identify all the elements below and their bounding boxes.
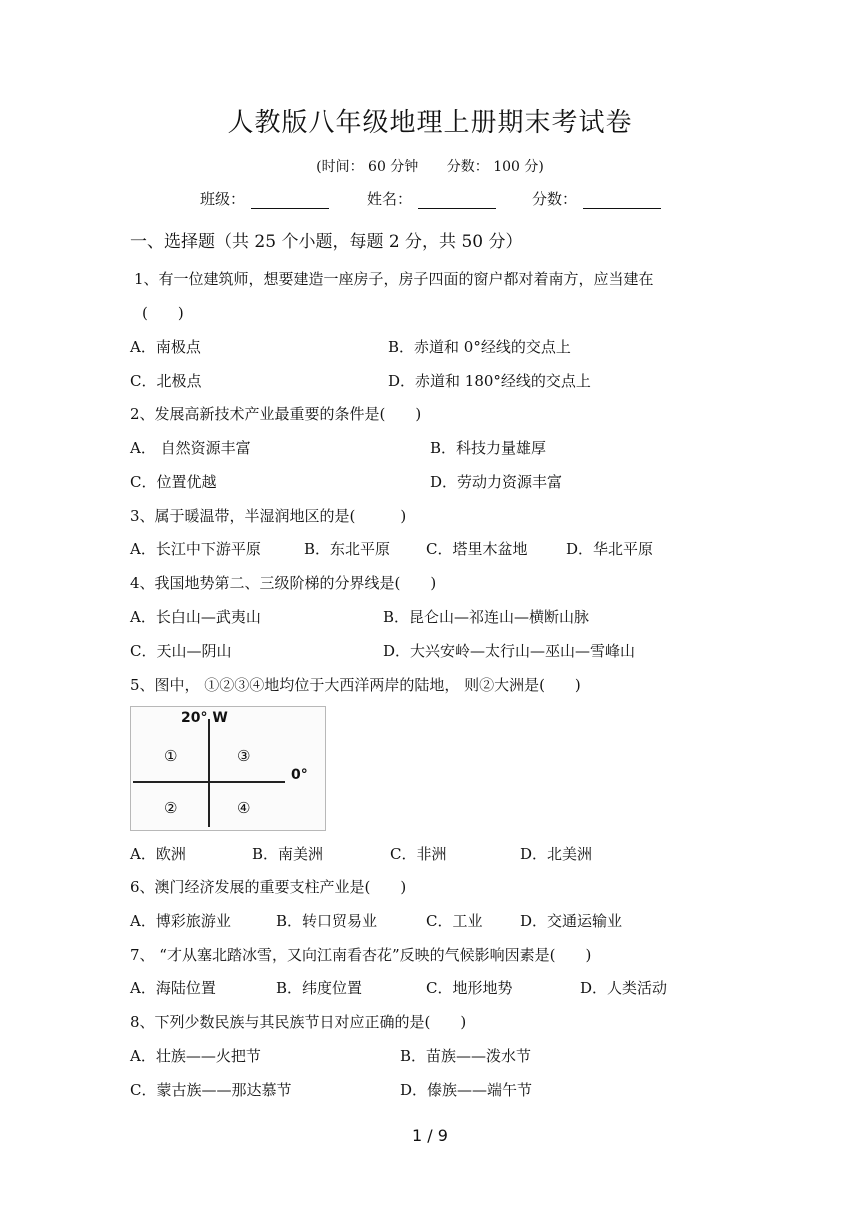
score-info: 分数： 100 分) <box>446 159 544 175</box>
region-2-marker: ② <box>164 799 178 817</box>
option-d[interactable]: D．人类活动 <box>580 979 668 997</box>
score-blank[interactable] <box>583 191 661 209</box>
question-stem: 3、属于暖温带，半湿润地区的是( ) <box>130 507 407 525</box>
option-a[interactable]: A． 自然资源丰富 <box>130 439 251 457</box>
class-blank[interactable] <box>251 191 329 209</box>
name-blank[interactable] <box>418 191 496 209</box>
option-c[interactable]: C．位置优越 <box>130 473 217 491</box>
score-label: 分数： <box>532 190 578 208</box>
option-c[interactable]: C．天山—阴山 <box>130 642 232 660</box>
option-a[interactable]: A．壮族——火把节 <box>130 1047 261 1065</box>
option-d[interactable]: D．傣族——端午节 <box>400 1081 533 1099</box>
option-d[interactable]: D．华北平原 <box>566 540 654 558</box>
name-label: 姓名： <box>367 190 413 208</box>
equator-label: 0° <box>291 767 308 783</box>
question-stem: 8、下列少数民族与其民族节日对应正确的是( ) <box>130 1013 467 1031</box>
question-stem: 5、图中， ①②③④地均位于大西洋两岸的陆地， 则②大洲是( ) <box>130 676 581 694</box>
question-stem: 6、澳门经济发展的重要支柱产业是( ) <box>130 878 407 896</box>
option-c[interactable]: C．工业 <box>426 912 483 930</box>
region-1-marker: ① <box>164 747 178 765</box>
option-a[interactable]: A．博彩旅游业 <box>130 912 231 930</box>
time-info: (时间： 60 分钟 <box>316 159 419 175</box>
page-title: 人教版八年级地理上册期末考试卷 <box>227 108 633 138</box>
option-d[interactable]: D．劳动力资源丰富 <box>430 473 563 491</box>
option-d[interactable]: D．交通运输业 <box>520 912 623 930</box>
option-b[interactable]: B．东北平原 <box>304 540 391 558</box>
question-stem: 7、 “才从塞北踏冰雪，又向江南看杏花”反映的气候影响因素是( ) <box>130 946 592 964</box>
option-c[interactable]: C．蒙古族——那达慕节 <box>130 1081 292 1099</box>
option-a[interactable]: A．海陆位置 <box>130 979 216 997</box>
option-c[interactable]: C．塔里木盆地 <box>426 540 528 558</box>
answer-bracket: ( ) <box>142 304 184 322</box>
meridian-label: 20° W <box>181 710 228 726</box>
question-stem: 2、发展高新技术产业最重要的条件是( ) <box>130 405 422 423</box>
option-a[interactable]: A．长江中下游平原 <box>130 540 261 558</box>
option-a[interactable]: A．长白山—武夷山 <box>130 608 261 626</box>
question-stem: 1、有一位建筑师，想要建造一座房子，房子四面的窗户都对着南方，应当建在 <box>134 270 654 288</box>
option-b[interactable]: B．赤道和 0°经线的交点上 <box>388 338 571 356</box>
class-label: 班级： <box>200 190 246 208</box>
option-b[interactable]: B．昆仑山—祁连山—横断山脉 <box>383 608 590 626</box>
region-3-marker: ③ <box>237 747 251 765</box>
question-stem: 4、我国地势第二、三级阶梯的分界线是( ) <box>130 574 437 592</box>
student-info-line <box>0 188 860 212</box>
option-d[interactable]: D．北美洲 <box>520 845 593 863</box>
class-field[interactable] <box>200 188 329 209</box>
option-c[interactable]: C．非洲 <box>390 845 447 863</box>
option-a[interactable]: A．南极点 <box>130 338 201 356</box>
option-b[interactable]: B．科技力量雄厚 <box>430 439 547 457</box>
option-d[interactable]: D．赤道和 180°经线的交点上 <box>388 372 591 390</box>
option-c[interactable]: C．北极点 <box>130 372 202 390</box>
option-c[interactable]: C．地形地势 <box>426 979 513 997</box>
section-heading: 一、选择题（共 25 个小题，每题 2 分，共 50 分） <box>130 232 523 252</box>
option-b[interactable]: B．转口贸易业 <box>276 912 378 930</box>
option-d[interactable]: D．大兴安岭—太行山—巫山—雪峰山 <box>383 642 636 660</box>
option-b[interactable]: B．苗族——泼水节 <box>400 1047 532 1065</box>
page-number: 1 / 9 <box>412 1126 448 1145</box>
exam-meta <box>0 156 860 176</box>
region-4-marker: ④ <box>237 799 251 817</box>
option-b[interactable]: B．南美洲 <box>252 845 324 863</box>
option-b[interactable]: B．纬度位置 <box>276 979 363 997</box>
name-field[interactable] <box>367 188 496 209</box>
option-a[interactable]: A．欧洲 <box>130 845 186 863</box>
score-field[interactable] <box>532 188 661 209</box>
quadrant-map-figure <box>130 706 326 831</box>
